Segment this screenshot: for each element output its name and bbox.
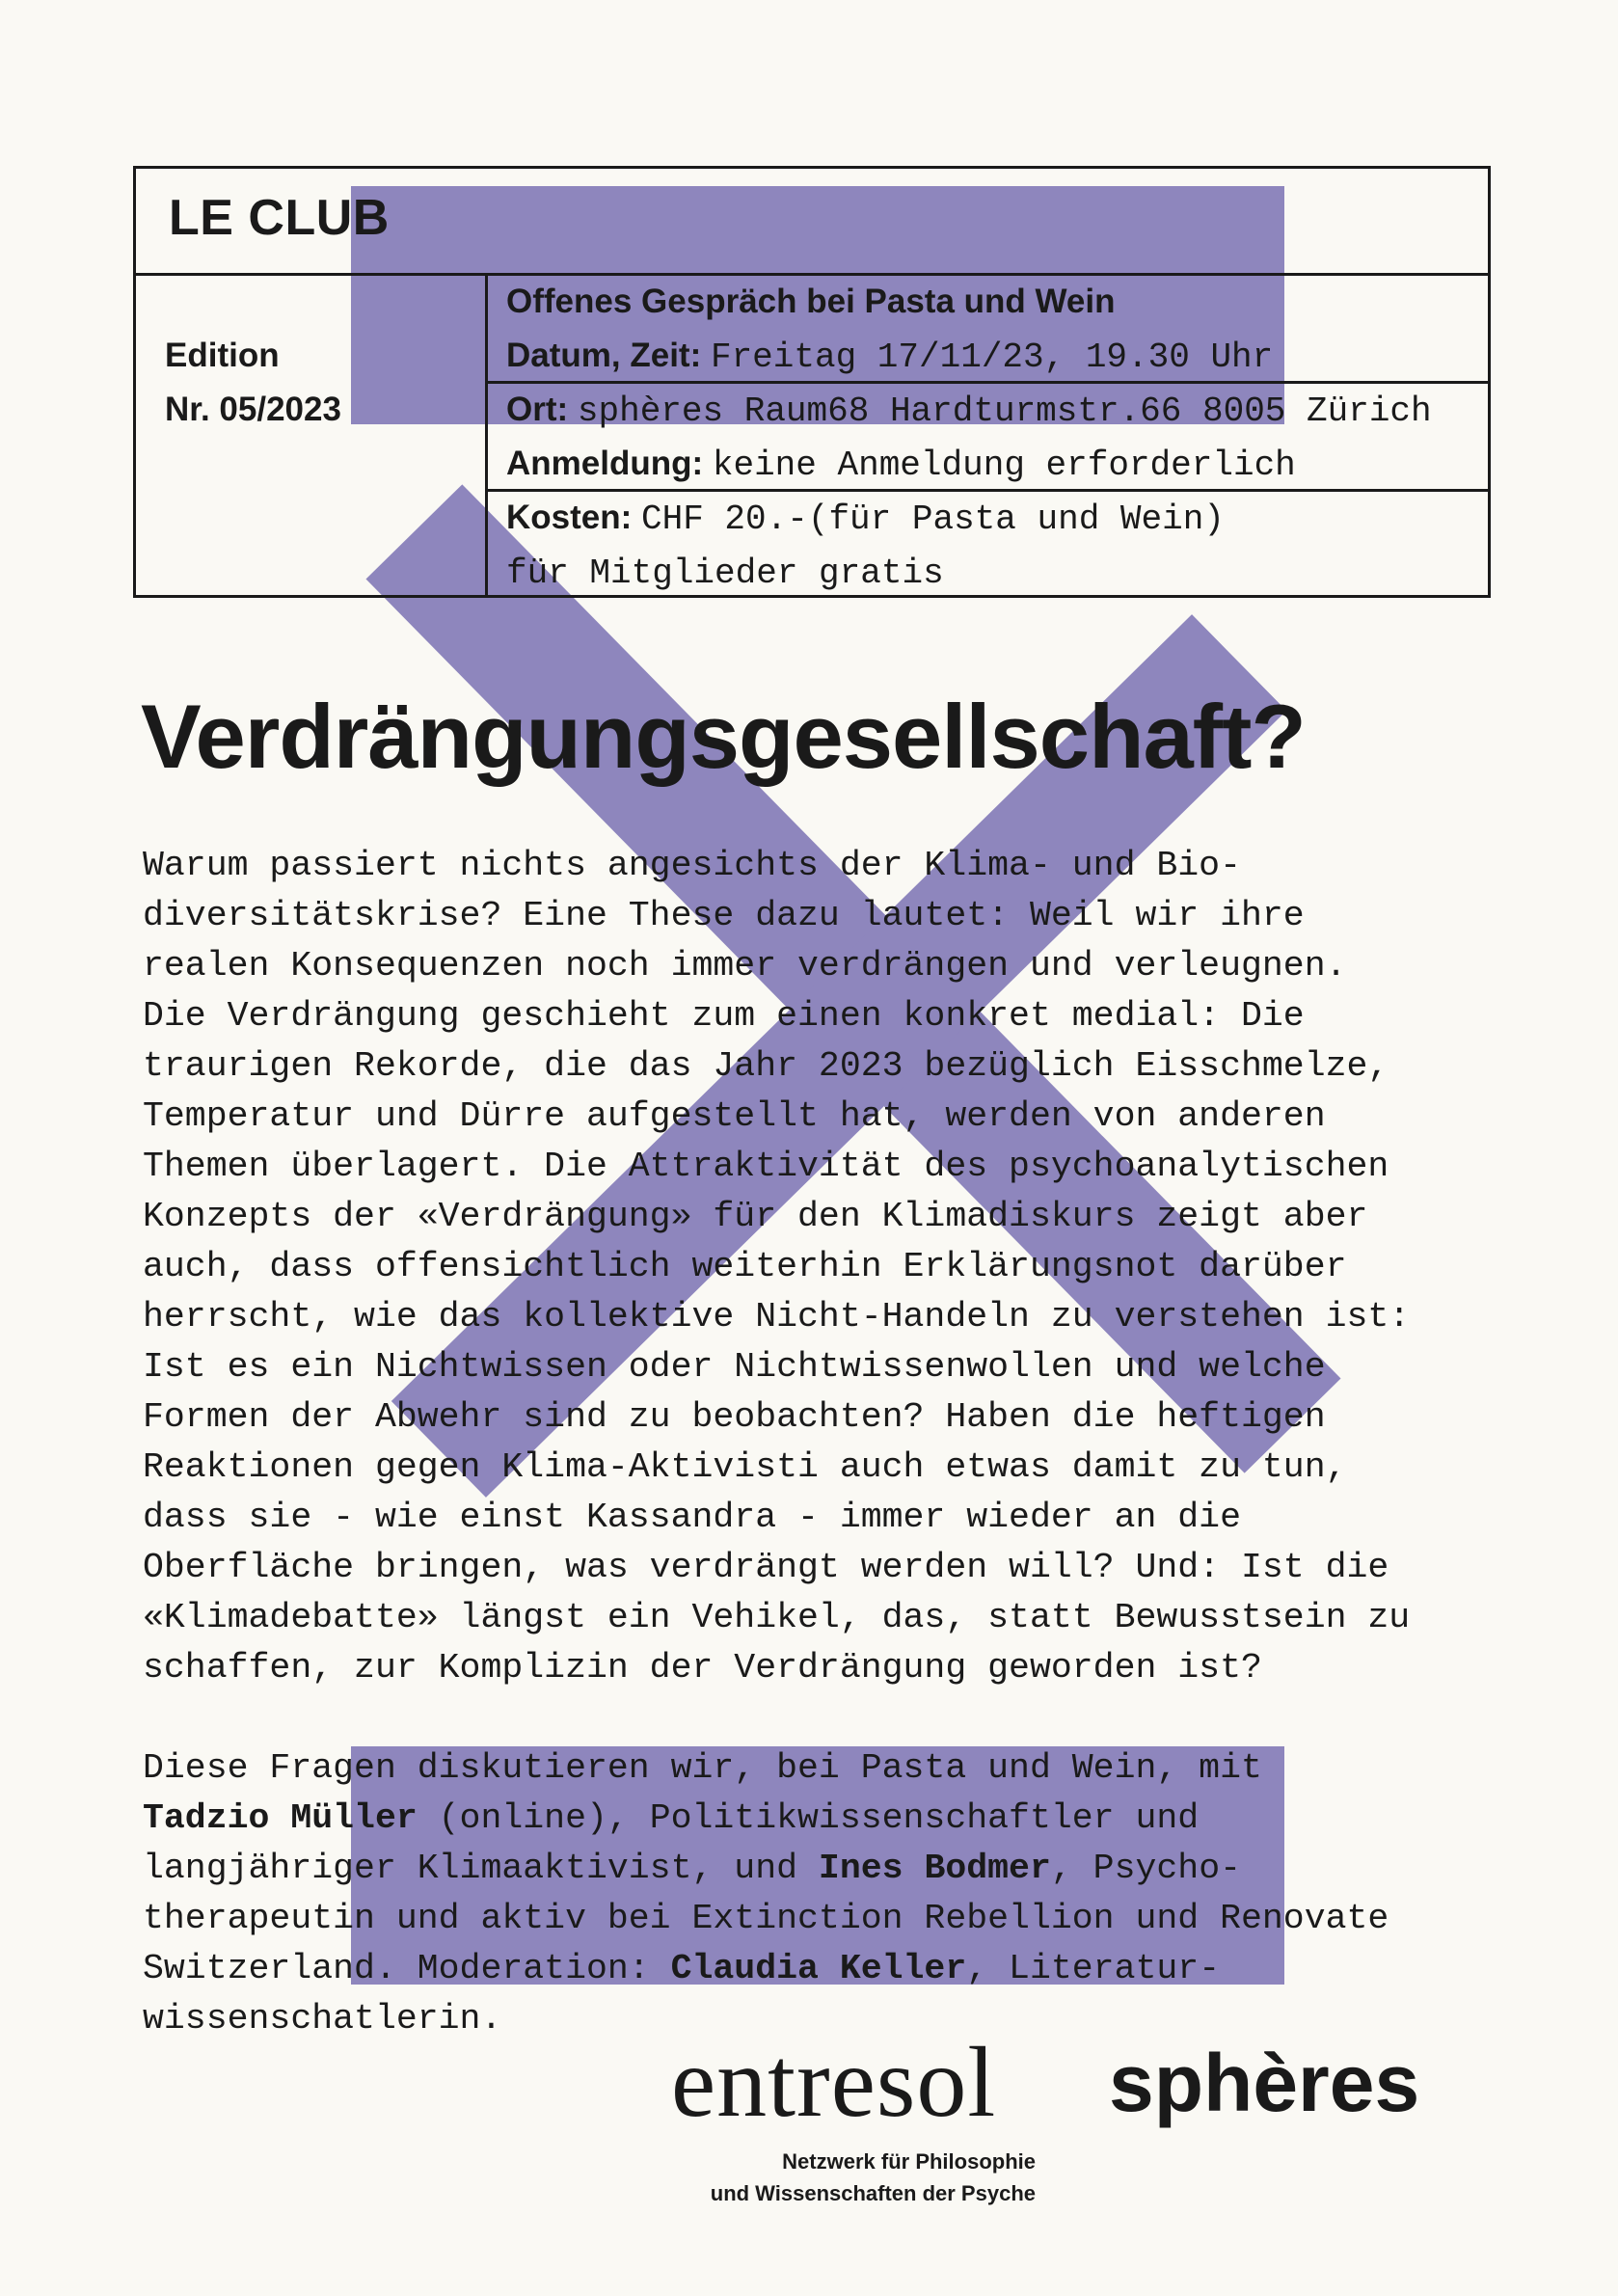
date-label: Datum, Zeit: [506,337,702,374]
date-value: Freitag 17/11/23, 19.30 Uhr [710,338,1274,377]
paragraph-line: realen Konsequenzen noch immer verdrängen und verleugnen. [143,946,1347,986]
edition-number: Nr. 05/2023 [165,391,341,428]
paragraph-2 [143,1743,1389,2044]
place-row [506,391,1432,431]
registration-value: keine Anmeldung erforderlich [712,446,1296,485]
paragraph-line: diversitätskrise? Eine These dazu lautet: Weil wir ihre [143,896,1305,935]
registration-row [506,445,1296,485]
edition-label: Edition [165,337,280,374]
paragraph-line: herrscht, wie das kollektive Nicht-Handeln zu verstehen ist: [143,1297,1411,1337]
cost-label: Kosten: [506,499,633,536]
place-value: sphères Raum68 Hardturmstr.66 8005 Zürich [577,392,1432,431]
paragraph-line: Warum passiert nichts angesichts der Klima- und Bio- [143,846,1241,885]
table-divider-header [133,273,1491,276]
tagline-line-2: und Wissenschaften der Psyche [710,2181,1036,2205]
entresol-tagline [675,2146,1036,2209]
paragraph-line: Themen überlagert. Die Attraktivität des psychoanalytischen [143,1147,1389,1186]
cost-row-members [506,553,944,593]
page-title: Verdrängungsgesellschaft? [141,686,1306,787]
paragraph-1 [143,841,1410,1693]
paragraph-line: Konzepts der «Verdrängung» für den Klimadiskurs zeigt aber [143,1197,1368,1236]
spheres-logo: sphères [1109,2038,1420,2128]
moderator-name: Claudia Keller [670,1949,967,1988]
paragraph-line: wissenschatlerin. [143,1999,502,2039]
paragraph-line: Oberfläche bringen, was verdrängt werden will? Und: Ist die [143,1548,1389,1587]
paragraph-line: Switzerland. Moderation: Claudia Keller, Literatur- [143,1949,1221,1988]
paragraph-line: Temperatur und Dürre aufgestellt hat, werden von anderen [143,1096,1326,1136]
cost-row [506,499,1225,539]
registration-label: Anmeldung: [506,445,704,482]
paragraph-line: dass sie - wie einst Kassandra - immer wieder an die [143,1498,1241,1537]
paragraph-line: Ist es ein Nichtwissen oder Nichtwissenwollen und welche [143,1347,1326,1387]
paragraph-line: therapeutin und aktiv bei Extinction Rebellion und Renovate [143,1899,1389,1938]
paragraph-line: Formen der Abwehr sind zu beobachten? Haben die heftigen [143,1397,1326,1437]
table-divider-column [485,273,488,598]
paragraph-line: traurigen Rekorde, die das Jahr 2023 bezüglich Eisschmelze, [143,1046,1389,1086]
paragraph-line: Die Verdrängung geschieht zum einen konkret medial: Die [143,996,1305,1036]
date-row [506,337,1273,377]
table-divider-registration [485,489,1491,492]
guest-name-2: Ines Bodmer [818,1849,1051,1888]
club-title: LE CLUB [169,190,390,246]
paragraph-line: auch, dass offensichtlich weiterhin Erklärungsnot darüber [143,1247,1347,1286]
entresol-logo: entresol [671,2027,997,2138]
paragraph-line: schaffen, zur Komplizin der Verdrängung geworden ist? [143,1648,1262,1688]
cost-value-members: für Mitglieder gratis [506,554,944,593]
guest-name-1: Tadzio Müller [143,1798,418,1838]
table-divider-date [485,381,1491,384]
tagline-line-1: Netzwerk für Philosophie [782,2149,1036,2174]
paragraph-line: Reaktionen gegen Klima-Aktivisti auch etwas damit zu tun, [143,1447,1347,1487]
event-title: Offenes Gespräch bei Pasta und Wein [506,283,1116,320]
paragraph-line: Tadzio Müller (online), Politikwissenschaftler und [143,1798,1200,1838]
cost-value: CHF 20.-(für Pasta und Wein) [641,500,1225,539]
paragraph-line: «Klimadebatte» längst ein Vehikel, das, statt Bewusstsein zu [143,1598,1411,1637]
paragraph-line: Diese Fragen diskutieren wir, bei Pasta und Wein, mit [143,1748,1262,1788]
paragraph-line: langjähriger Klimaaktivist, und Ines Bodmer, Psycho- [143,1849,1242,1888]
place-label: Ort: [506,391,569,428]
